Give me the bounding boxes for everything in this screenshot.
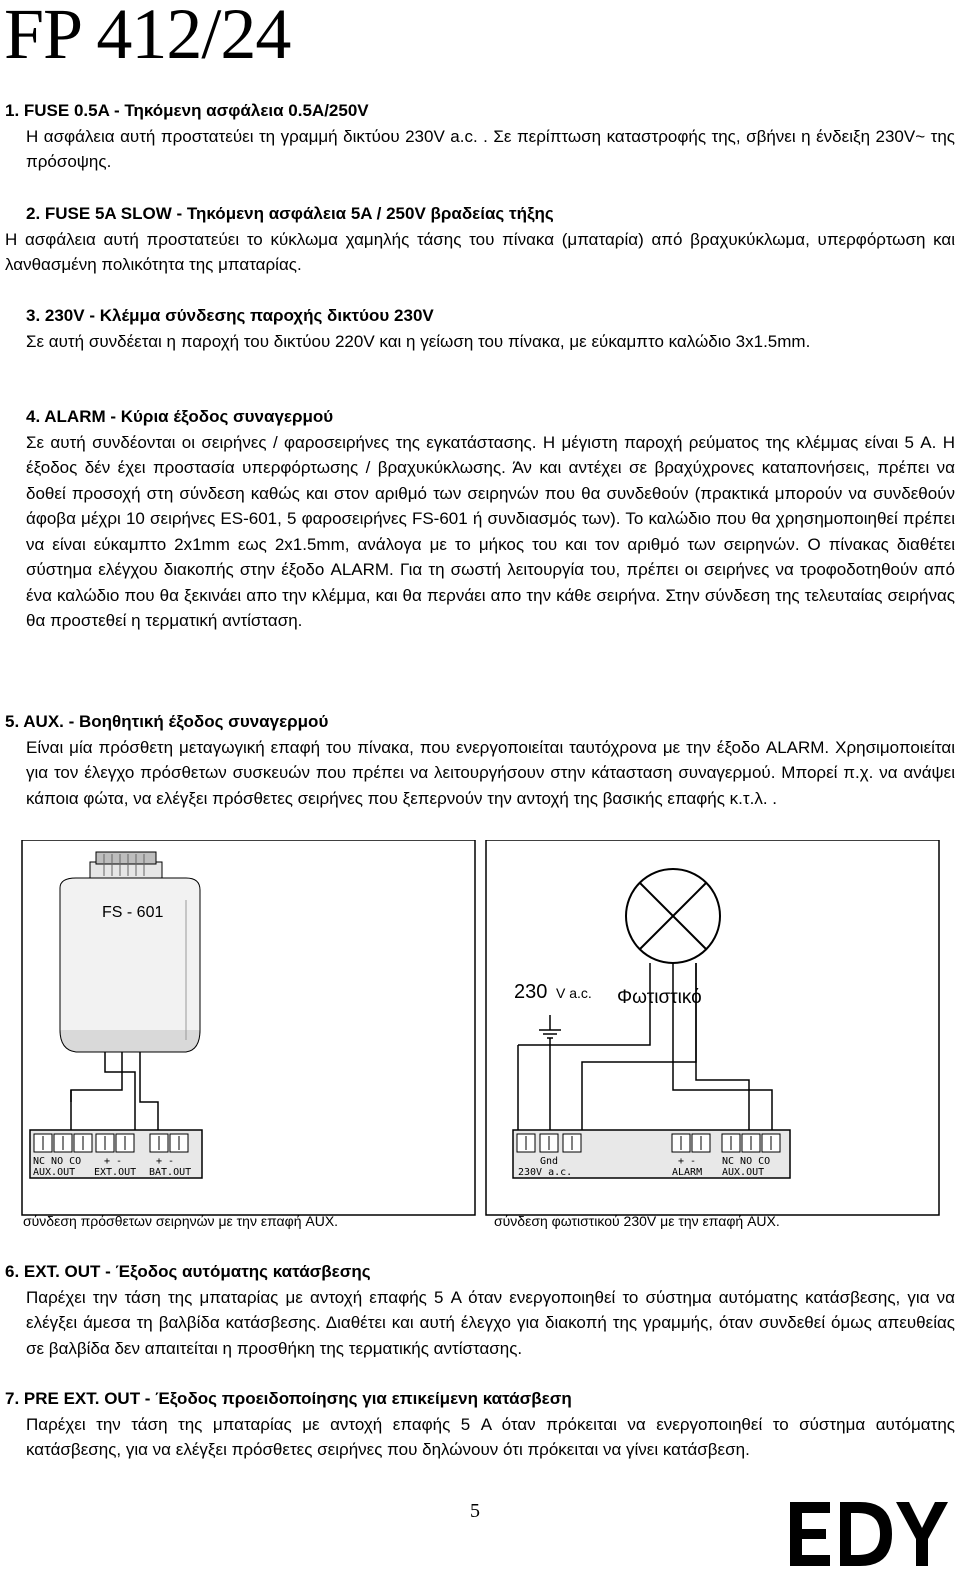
voltage-unit-label: V a.c. [556,985,592,1001]
ground-symbol [539,1015,561,1038]
lamp-symbol [626,869,720,963]
left-wiring [71,1052,158,1130]
aux-out-label: AUX.OUT [33,1167,76,1178]
mains-terminal-label: 230V a.c. [518,1167,573,1178]
section-6 [5,1259,955,1361]
section-body: Η ασφάλεια αυτή προστατεύει το κύκλωμα χαμηλής τάσης του πίνακα (μπαταρία) από βραχυκύκλωμα, υπερφόρτωση και λανθασμένη πολικότητα της μπαταρίας. [5,229,955,274]
ext-out-label: EXT.OUT [94,1167,137,1178]
alarm-pins-label: + - [678,1156,697,1167]
section-5 [5,709,955,811]
section-heading: 1. FUSE 0.5A - Τηκόμενη ασφάλεια 0.5A/250V [5,101,369,120]
section-heading: 2. FUSE 5A SLOW - Τηκόμενη ασφάλεια 5A / 250V βραδείας τήξης [26,204,554,223]
aux-pins-label-right: NC NO CO [722,1156,771,1167]
ext-pins-label: + - [104,1156,123,1167]
section-4 [5,404,955,634]
section-heading: 5. AUX. - Βοηθητική έξοδος συναγερμού [5,712,329,731]
section-body: Παρέχει την τάση της μπαταρίας με αντοχή επαφής 5 A όταν πρόκειται να ενεργοποιηθεί το σύστημα αυτόματης κατάσβεσης, για να ελέγξει πρόσθετες σειρήνες που δηλώνουν ότι πρόκειται να γίνει κατάσβεση. [26,1414,955,1459]
wiring-figure [0,840,960,1240]
caption-left: σύνδεση πρόσθετων σειρηνών με την επαφή AUX. [23,1213,339,1229]
edy-logo [788,1498,954,1570]
alarm-out-label: ALARM [672,1167,703,1178]
siren-fs601-drawing [60,852,200,1052]
section-heading: 3. 230V - Κλέμμα σύνδεσης παροχής δικτύου 230V [26,306,434,325]
voltage-label: 230 [514,981,548,1003]
bat-pins-label: + - [156,1156,175,1167]
section-body: Σε αυτή συνδέονται οι σειρήνες / φαροσειρήνες της εγκατάστασης. Η μέγιστη παροχή ρεύματος της κλέμμας είναι 5 A. Η έξοδος δέν έχει προστασία υπερφόρτωσης / βραχυκύκλωσης. Άν και αντέχει σε βραχύχρονες καταπονήσεις, πρέπει να δοθεί προσοχή στη σύνδεση καθώς και στον αριθμό των σειρηνών που θα συνδεθούν (πρακτικά μπορούν να συνδεθούν άφοβα μέχρι 10 σειρήνες ES-601, 5 φαροσειρήνες FS-601 ή συνδιασμός των). Το καλώδιο που θα χρησημοποιηθεί πρέπει να είναι εύκαμπτο 2x1mm εως 2x1.5mm, ανάλογα με το μήκος του και τον αριθμό των σειρηνών. Ο πίνακας διαθέτει σύστημα ελέγχου διακοπής στην έξοδο ALARM. Για τη σωστή λειτουργία του, πρέπει οι σειρήνες να τροφοδοτηθούν από ένα καλώδιο που θα ξεκινάει απο την κλέμμα, και θα περνάει απο την κάθε σειρήνα. Στην σύνδεση της τελευταίας σειρήνας θα προστεθεί η τερματική αντίσταση. [26,432,955,630]
section-7 [5,1386,955,1463]
section-2 [5,201,955,278]
page-number: 5 [470,1500,480,1522]
aux-out-label-right: AUX.OUT [722,1167,765,1178]
section-body: Παρέχει την τάση της μπαταρίας με αντοχή επαφής 5 A όταν ενεργοποιηθεί το σύστημα αυτόματης κατάσβεσης, για να ελέγξει άμεσα τη βαλβίδα κατάσβεσης. Διαθέτει και αυτή έλεγχο για διακοπή της γραμμής, όταν συνδεθεί όμως απευθείας σε βαλβίδα δεν απαιτείται η προσθήκη της τερματικής αντίστασης. [26,1287,955,1358]
section-body: Είναι μία πρόσθετη μεταγωγική επαφή του πίνακα, που ενεργοποιείται ταυτόχρονα με την έξοδο ALARM. Χρησιμοποιείται για τον έλεγχο πρόσθετων συσκευών που πρέπει να λειτουργήσουν στην κάτασταση συναγερμού. Μπορεί π.χ. να ανάψει κάποια φώτα, να ελέγξει πρόσθετες σειρήνες που ξεπερνούν την αντοχή της βασικής επαφής κ.τ.λ. . [26,737,955,808]
left-terminal-block [30,1130,202,1178]
section-3 [5,303,955,354]
section-heading: 4. ALARM - Κύρια έξοδος συναγερμού [26,407,334,426]
aux-pins-label: NC NO CO [33,1156,82,1167]
section-1 [5,98,955,175]
caption-right: σύνδεση φωτιστικού 230V με την επαφή AUX. [494,1213,780,1229]
section-heading: 6. EXT. OUT - Έξοδος αυτόματης κατάσβεσης [5,1262,371,1281]
section-body: Η ασφάλεια αυτή προστατεύει τη γραμμή δικτύου 230V a.c. . Σε περίπτωση καταστροφής της, σβήνει η ένδειξη 230V~ της πρόσοψης. [26,126,955,171]
section-body: Σε αυτή συνδέεται η παροχή του δικτύου 220V και η γείωση του πίνακα, με εύκαμπτο καλώδιο 3x1.5mm. [26,331,811,351]
section-heading: 7. PRE EXT. OUT - Έξοδος προειδοποίησης για επικείμενη κατάσβεση [5,1389,572,1408]
gnd-label: Gnd [540,1156,559,1167]
siren-label: FS - 601 [102,904,164,921]
bat-out-label: BAT.OUT [149,1167,192,1178]
lamp-label: Φωτιστικό [617,987,702,1008]
document-title: FP 412/24 [4,0,291,74]
right-terminal-block [513,1130,790,1178]
